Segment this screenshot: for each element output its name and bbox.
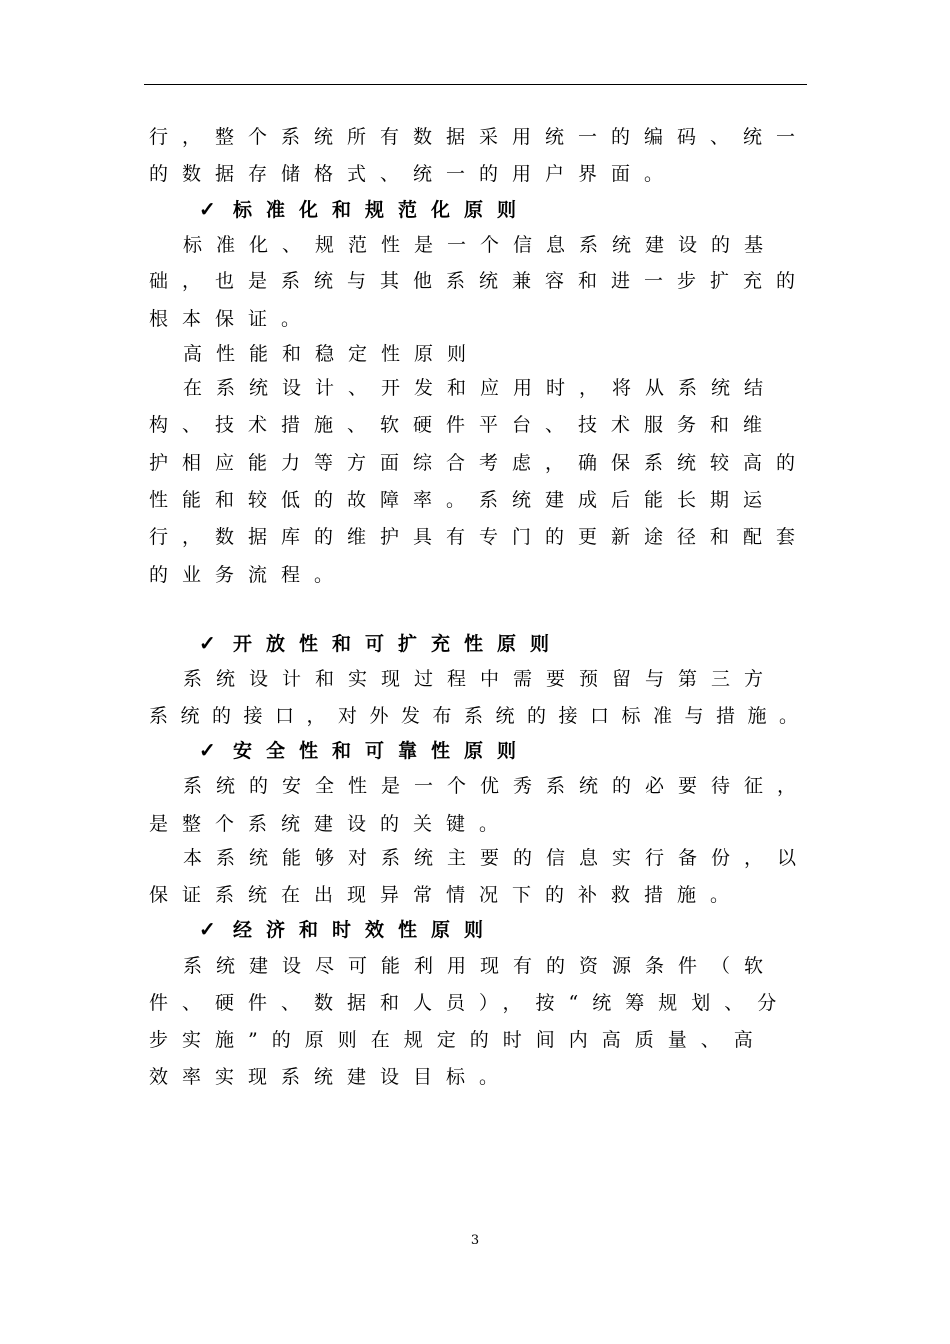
page-number: 3 [470, 1233, 480, 1248]
section-heading-security [199, 737, 530, 764]
section-heading-text: 经济和时效性原则 [233, 919, 498, 941]
body-text-line: 系统的安全性是一个优秀系统的必要待征， [183, 775, 811, 797]
body-text-line: 性能和较低的故障率。系统建成后能长期运 [149, 489, 777, 511]
body-text-line: 行，整个系统所有数据采用统一的编码、统一 [149, 126, 810, 148]
section-heading-performance: 高性能和稳定性原则 [183, 343, 481, 365]
section-heading-openness [199, 630, 563, 657]
body-text-line: 在系统设计、开发和应用时，将从系统结 [183, 377, 778, 399]
header-rule [144, 84, 807, 85]
body-text-line: 保证系统在出现异常情况下的补救措施。 [149, 884, 744, 906]
body-text-line: 本系统能够对系统主要的信息实行备份，以 [183, 847, 811, 869]
body-text-line: 护相应能力等方面综合考虑，确保系统较高的 [149, 452, 810, 474]
section-heading-economy [199, 916, 497, 943]
body-text-line: 础，也是系统与其他系统兼容和进一步扩充的 [149, 270, 810, 292]
section-heading-text: 标准化和规范化原则 [233, 199, 531, 221]
checkmark-icon: ✓ [199, 738, 216, 762]
checkmark-icon: ✓ [199, 917, 216, 941]
body-text-line: 行，数据库的维护具有专门的更新途径和配套 [149, 526, 810, 548]
checkmark-icon: ✓ [199, 197, 216, 221]
body-text-line: 构、技术措施、软硬件平台、技术服务和维 [149, 414, 777, 436]
section-heading-text: 开放性和可扩充性原则 [233, 633, 564, 655]
body-text-line: 系统建设尽可能利用现有的资源条件（软 [183, 955, 778, 977]
section-heading-standardization [199, 196, 530, 223]
body-text-line: 的数据存储格式、统一的用户界面。 [149, 163, 678, 185]
checkmark-icon: ✓ [199, 631, 216, 655]
body-text-line: 件、硬件、数据和人员），按“统筹规划、分 [149, 992, 791, 1014]
body-text-line: 根本保证。 [149, 308, 315, 330]
body-text-line: 系统设计和实现过程中需要预留与第三方 [183, 668, 778, 690]
body-text-line: 步实施”的原则在规定的时间内高质量、高 [149, 1029, 767, 1051]
body-text-line: 的业务流程。 [149, 564, 348, 586]
body-text-line: 是整个系统建设的关键。 [149, 813, 513, 835]
section-heading-text: 安全性和可靠性原则 [233, 740, 531, 762]
body-text-line: 效率实现系统建设目标。 [149, 1066, 513, 1088]
body-text-line: 系统的接口，对外发布系统的接口标准与措施。 [149, 705, 811, 727]
body-text-line: 标准化、规范性是一个信息系统建设的基 [183, 234, 778, 256]
